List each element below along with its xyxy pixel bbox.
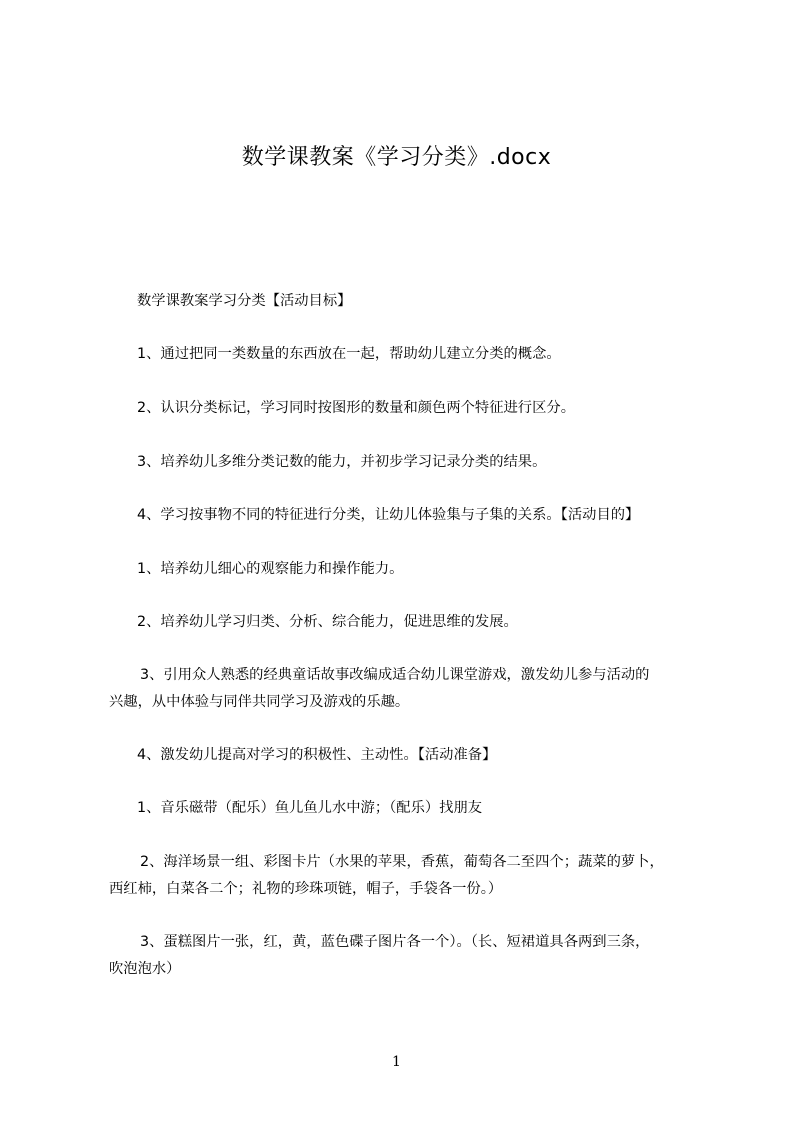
paragraph-line: 西红柿，白菜各二个；礼物的珍珠项链，帽子，手袋各一份。） [109,881,503,897]
paragraph-line: 2、认识分类标记，学习同时按图形的数量和颜色两个特征进行区分。 [137,400,575,416]
paragraph-line: 1、通过把同一类数量的东西放在一起，帮助幼儿建立分类的概念。 [137,346,561,362]
page-number: 1 [392,1054,401,1070]
paragraph-line: 2、培养幼儿学习归类、分析、综合能力，促进思维的发展。 [137,614,518,630]
paragraph-5 [109,502,709,529]
paragraph-line: 数学课教案学习分类【活动目标】 [137,293,352,309]
paragraph-12 [109,929,709,983]
paragraph-10 [109,795,709,822]
paragraph-line: 吹泡泡水） [109,961,181,977]
paragraph-line: 4、学习按事物不同的特征进行分类，让幼儿体验集与子集的关系。【活动目的】 [137,507,640,523]
paragraph-6 [109,556,709,583]
paragraph-1 [109,288,709,315]
paragraph-4 [109,449,709,476]
paragraph-2 [109,341,709,368]
paragraph-line: 4、激发幼儿提高对学习的积极性、主动性。【活动准备】 [137,747,497,763]
paragraph-line: 1、音乐磁带（配乐）鱼儿鱼儿水中游；（配乐）找朋友 [137,800,483,816]
paragraph-9 [109,742,709,769]
document-title: 数学课教案《学习分类》.docx [241,145,552,170]
paragraph-11 [109,849,709,903]
paragraph-line: 1、培养幼儿细心的观察能力和操作能力。 [137,561,404,577]
paragraph-3 [109,395,709,422]
paragraph-line: 2、海洋场景一组、彩图卡片（水果的苹果，香蕉，葡萄各二至四个；蔬菜的萝卜， [140,854,664,870]
paragraph-line: 3、引用众人熟悉的经典童话故事改编成适合幼儿课堂游戏，激发幼儿参与活动的 [140,667,650,683]
paragraph-line: 3、培养幼儿多维分类记数的能力，并初步学习记录分类的结果。 [137,454,547,470]
paragraph-line: 兴趣，从中体验与同伴共同学习及游戏的乐趣。 [109,694,410,710]
paragraph-8 [109,662,709,716]
paragraph-line: 3、蛋糕图片一张，红，黄，蓝色碟子图片各一个）。（长、短裙道具各两到三条， [140,934,650,950]
paragraph-7 [109,609,709,636]
